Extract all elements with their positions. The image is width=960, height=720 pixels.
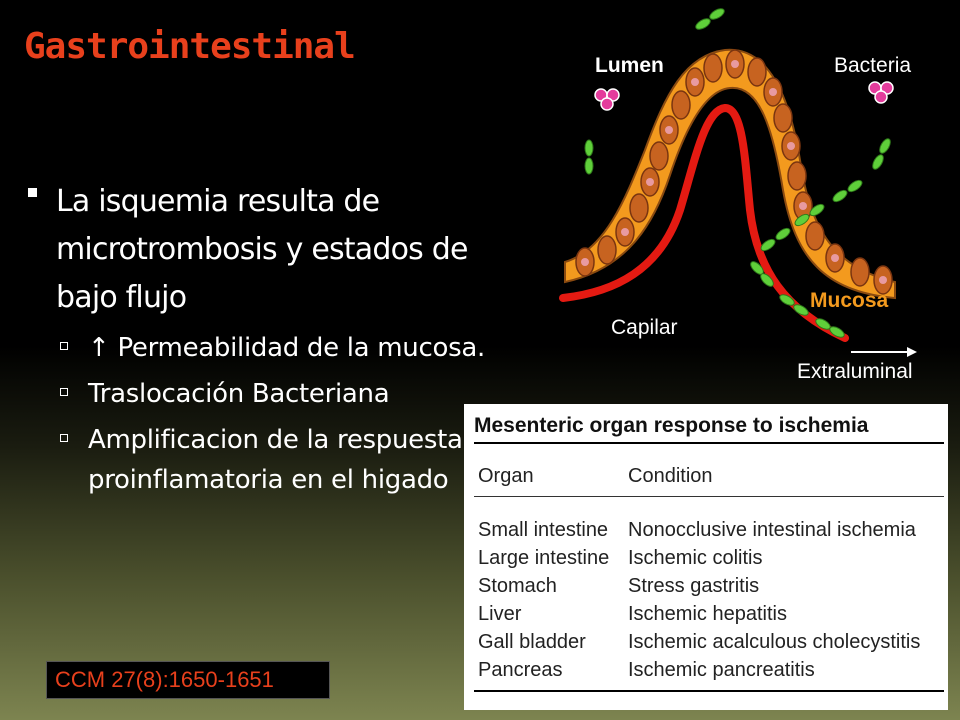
bullet-list [22,178,492,500]
sub-bullet-square-icon [60,434,68,442]
table-cell: Nonocclusive intestinal ischemia [628,519,916,541]
sub-bullet-amplification [88,420,492,500]
table-top-rule [474,442,944,444]
arrowhead-icon [907,347,917,357]
table-cell: Pancreas [478,659,563,681]
sub-bullet-permeability [88,328,492,368]
up-arrow-icon: ↑ [88,333,110,363]
sub-bullet-text: Permeabilidad de la mucosa. [109,333,485,363]
table-cell: Ischemic acalculous cholecystitis [628,631,921,653]
label-lumen: Lumen [595,54,664,77]
table-cell: Gall bladder [478,631,586,653]
citation-box [46,661,330,699]
header-condition: Condition [628,465,713,487]
table-cell: Liver [478,603,522,625]
header-organ: Organ [478,465,534,487]
table-cell: Small intestine [478,519,609,541]
main-bullet-text: La isquemia resulta de microtrombosis y estados de bajo flujo [56,184,468,315]
villus-diagram [545,0,960,400]
label-mucosa: Mucosa [810,289,889,312]
mucosa-layer [565,50,895,298]
label-extraluminal: Extraluminal [797,360,913,383]
sub-bullet-square-icon [60,388,68,396]
sub-bullet-text: Amplificacion de la respuesta proinflamatoria en el higado [88,425,463,495]
sub-bullet-square-icon [60,342,68,350]
table-cell: Large intestine [478,547,610,569]
table-cell: Stress gastritis [628,575,760,597]
table-cell: Ischemic pancreatitis [628,659,815,681]
table-header-rule [474,496,944,497]
table-cell: Ischemic colitis [628,547,763,569]
table-cell: Ischemic hepatitis [628,603,787,625]
table-cell: Stomach [478,575,557,597]
citation-text: CCM 27(8):1650-1651 [55,667,274,692]
label-bacteria: Bacteria [834,54,912,77]
bullet-square-icon [28,188,37,197]
organ-column [478,516,609,684]
ischemia-table [464,404,948,710]
condition-column [628,516,920,684]
sub-bullet-text: Traslocación Bacteriana [88,379,390,409]
sub-bullet-translocation [88,374,492,414]
table-bottom-rule [474,690,944,692]
table-title: Mesenteric organ response to ischemia [474,414,869,437]
label-capilar: Capilar [611,316,678,339]
slide-title: Gastrointestinal [24,26,355,67]
main-bullet [22,178,492,322]
